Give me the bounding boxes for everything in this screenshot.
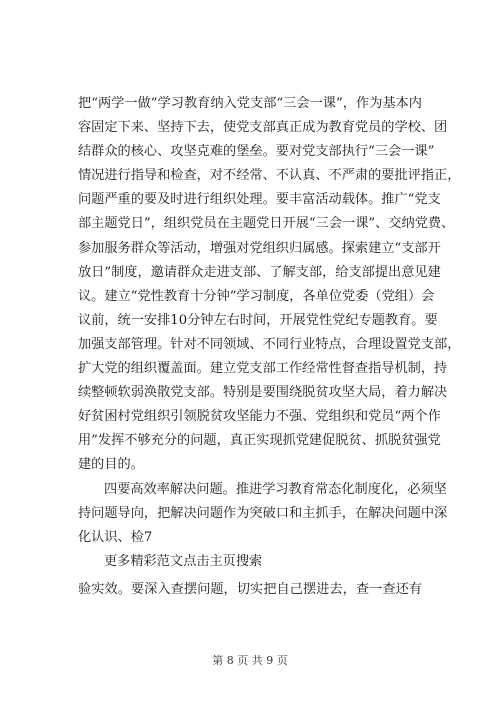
paragraph-3	[78, 578, 422, 602]
text-line: 建的目的。	[78, 457, 144, 473]
text-line: 四要高效率解决问题。推进学习教育常态化制度化，必须坚	[104, 481, 447, 497]
text-line: 参加服务群众等活动，增强对党组织归属感。探索建立“支部开	[78, 240, 441, 256]
text-line: 放日”制度，邀请群众走进支部、了解支部，给支部提出意见建	[78, 264, 441, 280]
text-line: 化认识、检7	[78, 529, 153, 545]
more-articles-link[interactable]: 更多精彩范文点击主页搜索	[104, 553, 263, 569]
text-line: 议。建立“党性教育十分钟”学习制度，各单位党委（党组）会	[78, 288, 435, 304]
text-line: 用”发挥不够充分的问题，真正实现抓党建促脱贫、抓脱贫强党	[78, 433, 441, 449]
text-line: 议前，统一安排10分钟左右时间，开展党性党纪专题教育。要	[78, 312, 438, 328]
page-number: 第 8 页 共 9 页	[212, 654, 288, 667]
text-line: 情况进行指导和检查，对不经常、不认真、不严肃的要批评指正，	[78, 168, 461, 184]
paragraph-2	[78, 478, 448, 550]
text-line: 验实效。要深入查摆问题，切实把自己摆进去，查一查还有	[78, 581, 422, 597]
text-line: 持问题导向，把解决问题作为突破口和主抓手，在解决问题中深	[78, 505, 448, 521]
text-line: 续整顿软弱涣散党支部。特别是要围绕脱贫攻坚大局，着力解决	[78, 385, 448, 401]
text-line: 好贫困村党组织引领脱贫攻坚能力不强、党组织和党员“两个作	[78, 409, 441, 425]
text-line: 加强支部管理。针对不同领域、不同行业特点，合理设置党支部，	[78, 336, 461, 352]
text-line: 结群众的核心、攻坚克难的堡垒。要对党支部执行“三会一课”	[78, 144, 435, 160]
text-line: 问题严重的要及时进行组织处理。要丰富活动载体。推广“党支	[78, 192, 441, 208]
text-line: 容固定下来、坚持下去，使党支部真正成为教育党员的学校、团	[78, 120, 448, 136]
paragraph-1	[78, 92, 461, 478]
text-line: 把“两学一做”学习教育纳入党支部“三会一课”，作为基本内	[78, 96, 422, 111]
text-line: 部主题党日”，组织党员在主题党日开展“三会一课”、交纳党费、	[78, 216, 455, 232]
text-line: 扩大党的组织覆盖面。建立党支部工作经常性督查指导机制，持	[78, 361, 448, 377]
document-body	[78, 92, 461, 602]
